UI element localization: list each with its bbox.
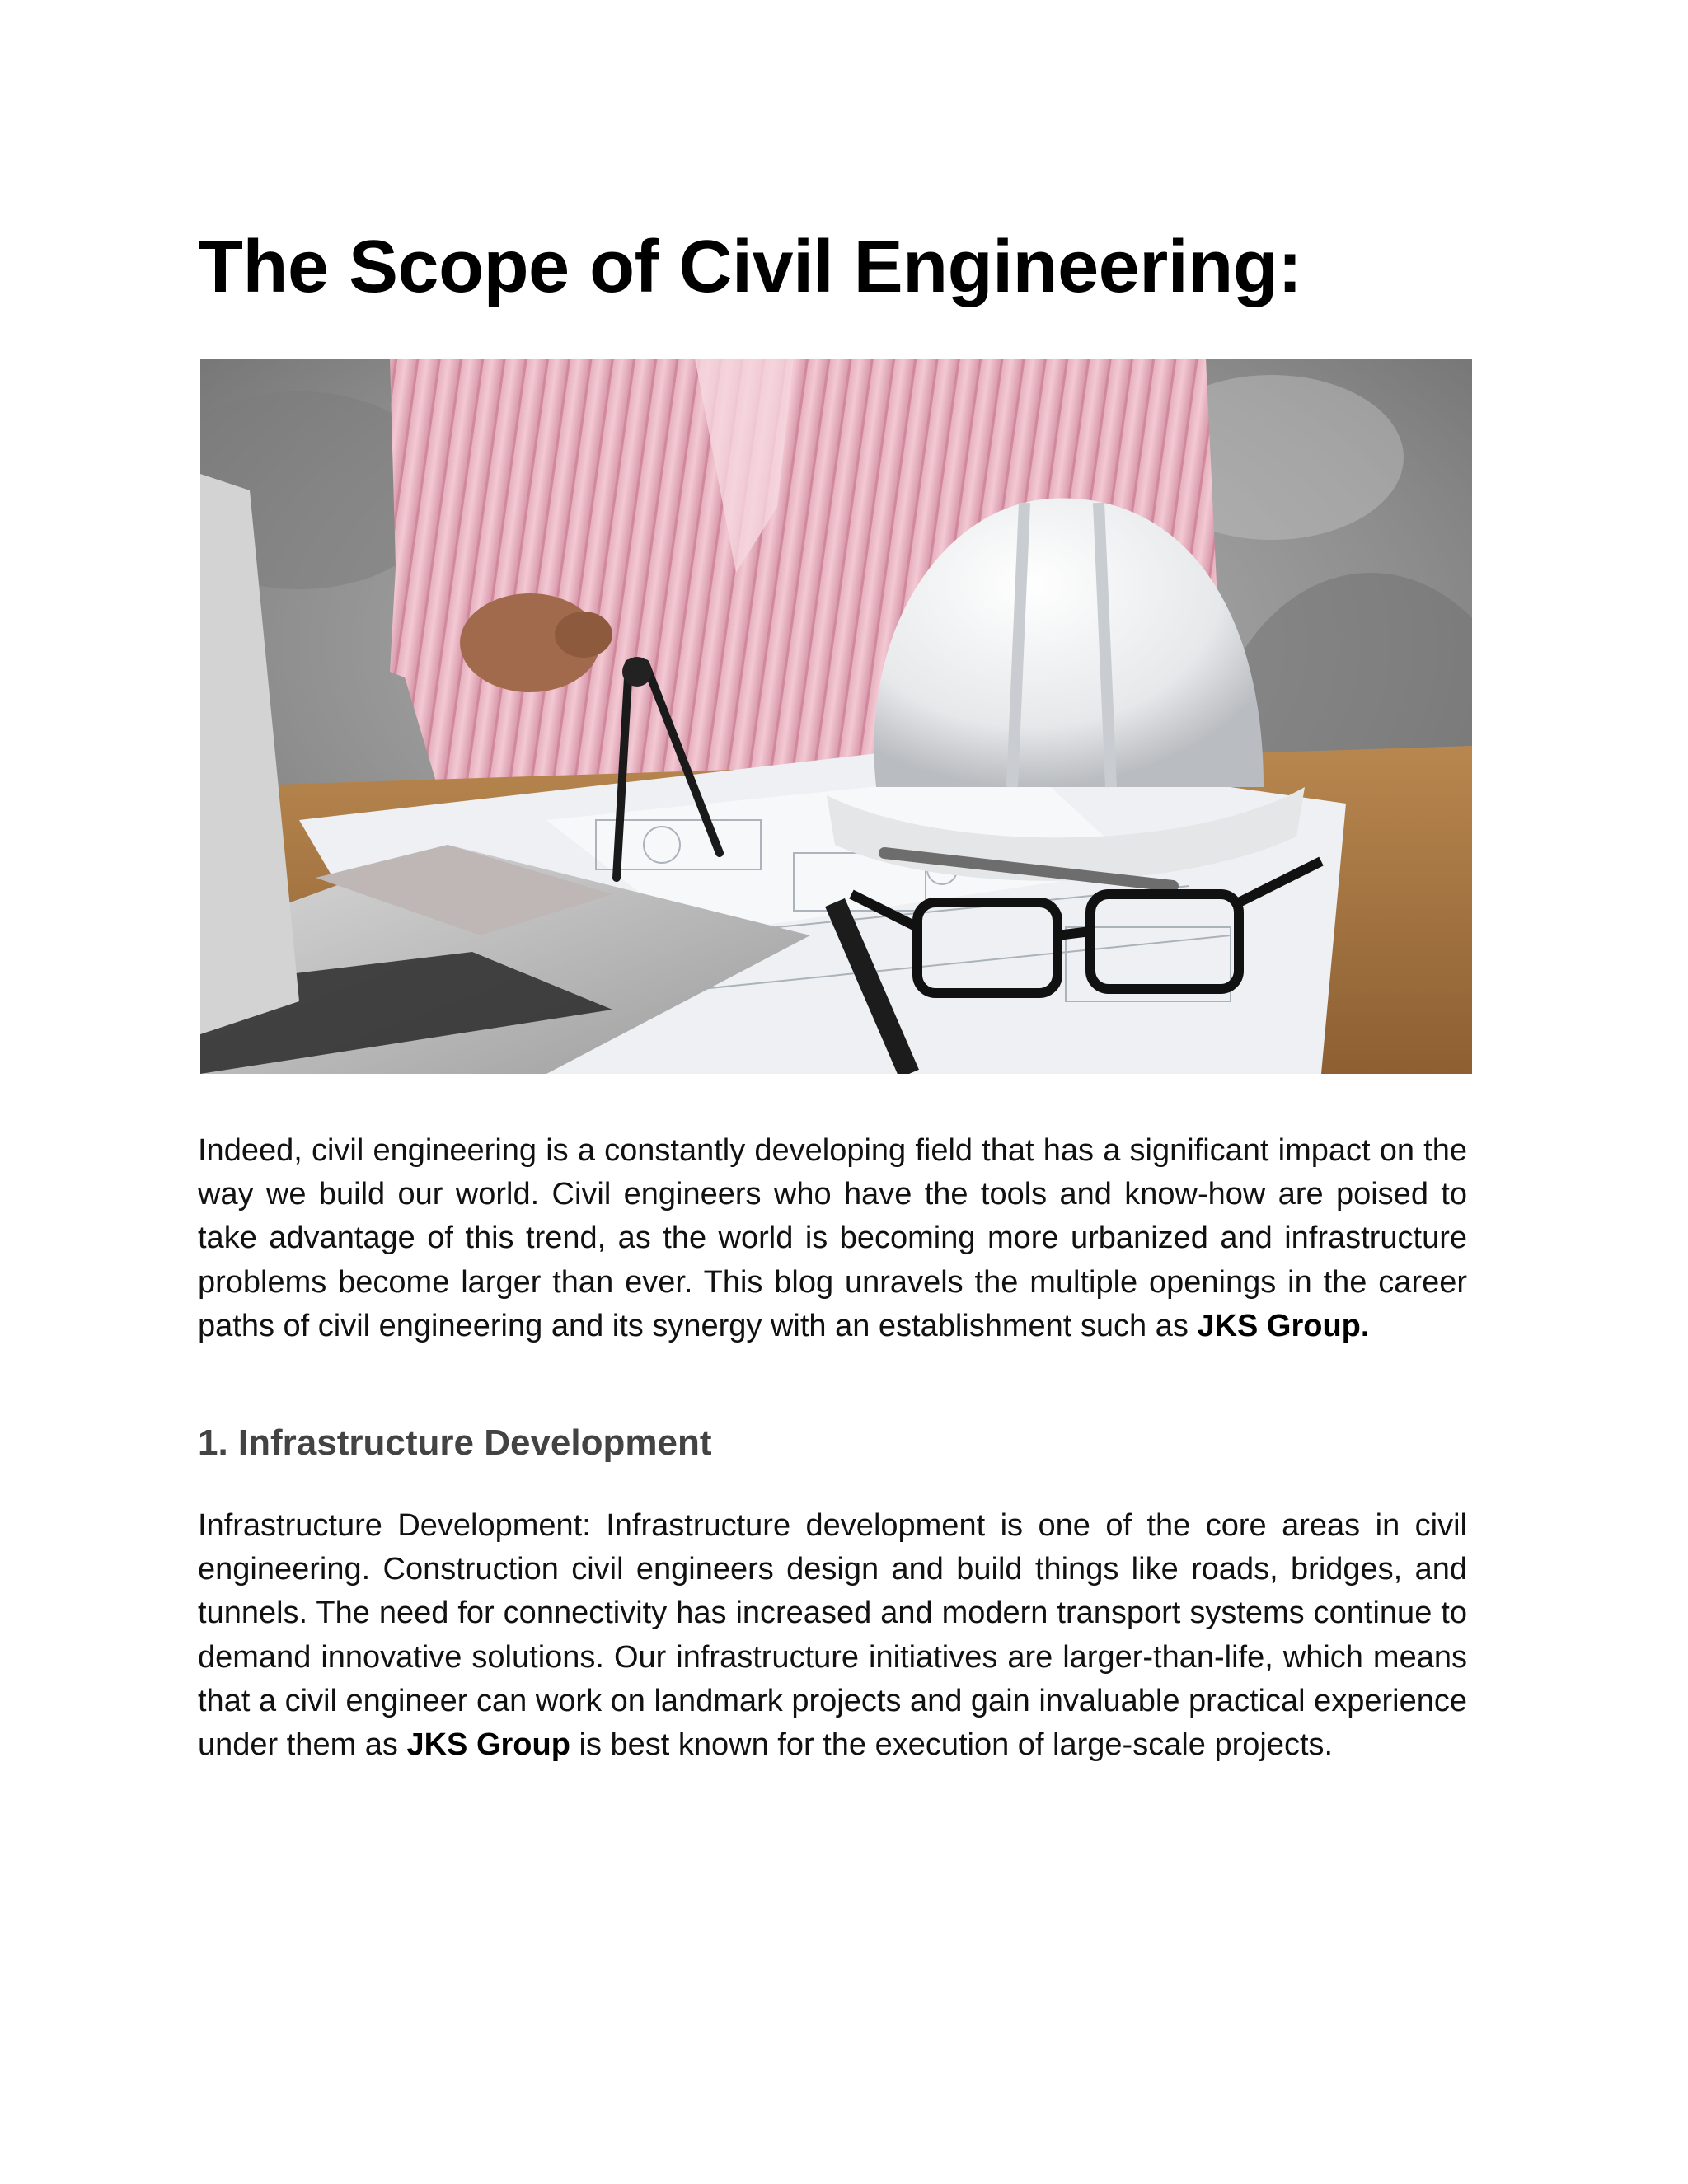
intro-paragraph (198, 1129, 1467, 1348)
civil-engineer-desk-photo-icon (200, 359, 1472, 1074)
intro-text: Indeed, civil engineering is a constantly developing field that has a significant impact on the way we build our world. Civil engineers who have the tools and know-how are poised to take advantage of this trend, as the world is becoming more urbanized and infrastructure problems become larger than ever. This blog unravels the multiple openings in the career paths of civil engineering and its synergy with an establishment such as (198, 1133, 1467, 1343)
page-title: The Scope of Civil Engineering: (198, 226, 1302, 308)
section-paragraph (198, 1504, 1467, 1767)
section-text-after: is best known for the execution of large-scale projects. (570, 1727, 1334, 1763)
company-name-inline: JKS Group (406, 1727, 570, 1763)
section-text-before: Infrastructure Development: Infrastructure development is one of the core areas in civil engineering. Construction civil engineers design and build things like roads, bridges, and tunnels. The need for connectivity has increased and modern transport systems continue to demand innovative solutions. Our infrastructure initiatives are larger-than-life, which means that a civil engineer can work on landmark projects and gain invaluable practical experience under them as (198, 1508, 1467, 1763)
section-heading: 1. Infrastructure Development (198, 1422, 712, 1463)
company-name: JKS Group. (1197, 1308, 1370, 1343)
hero-image (200, 359, 1472, 1074)
